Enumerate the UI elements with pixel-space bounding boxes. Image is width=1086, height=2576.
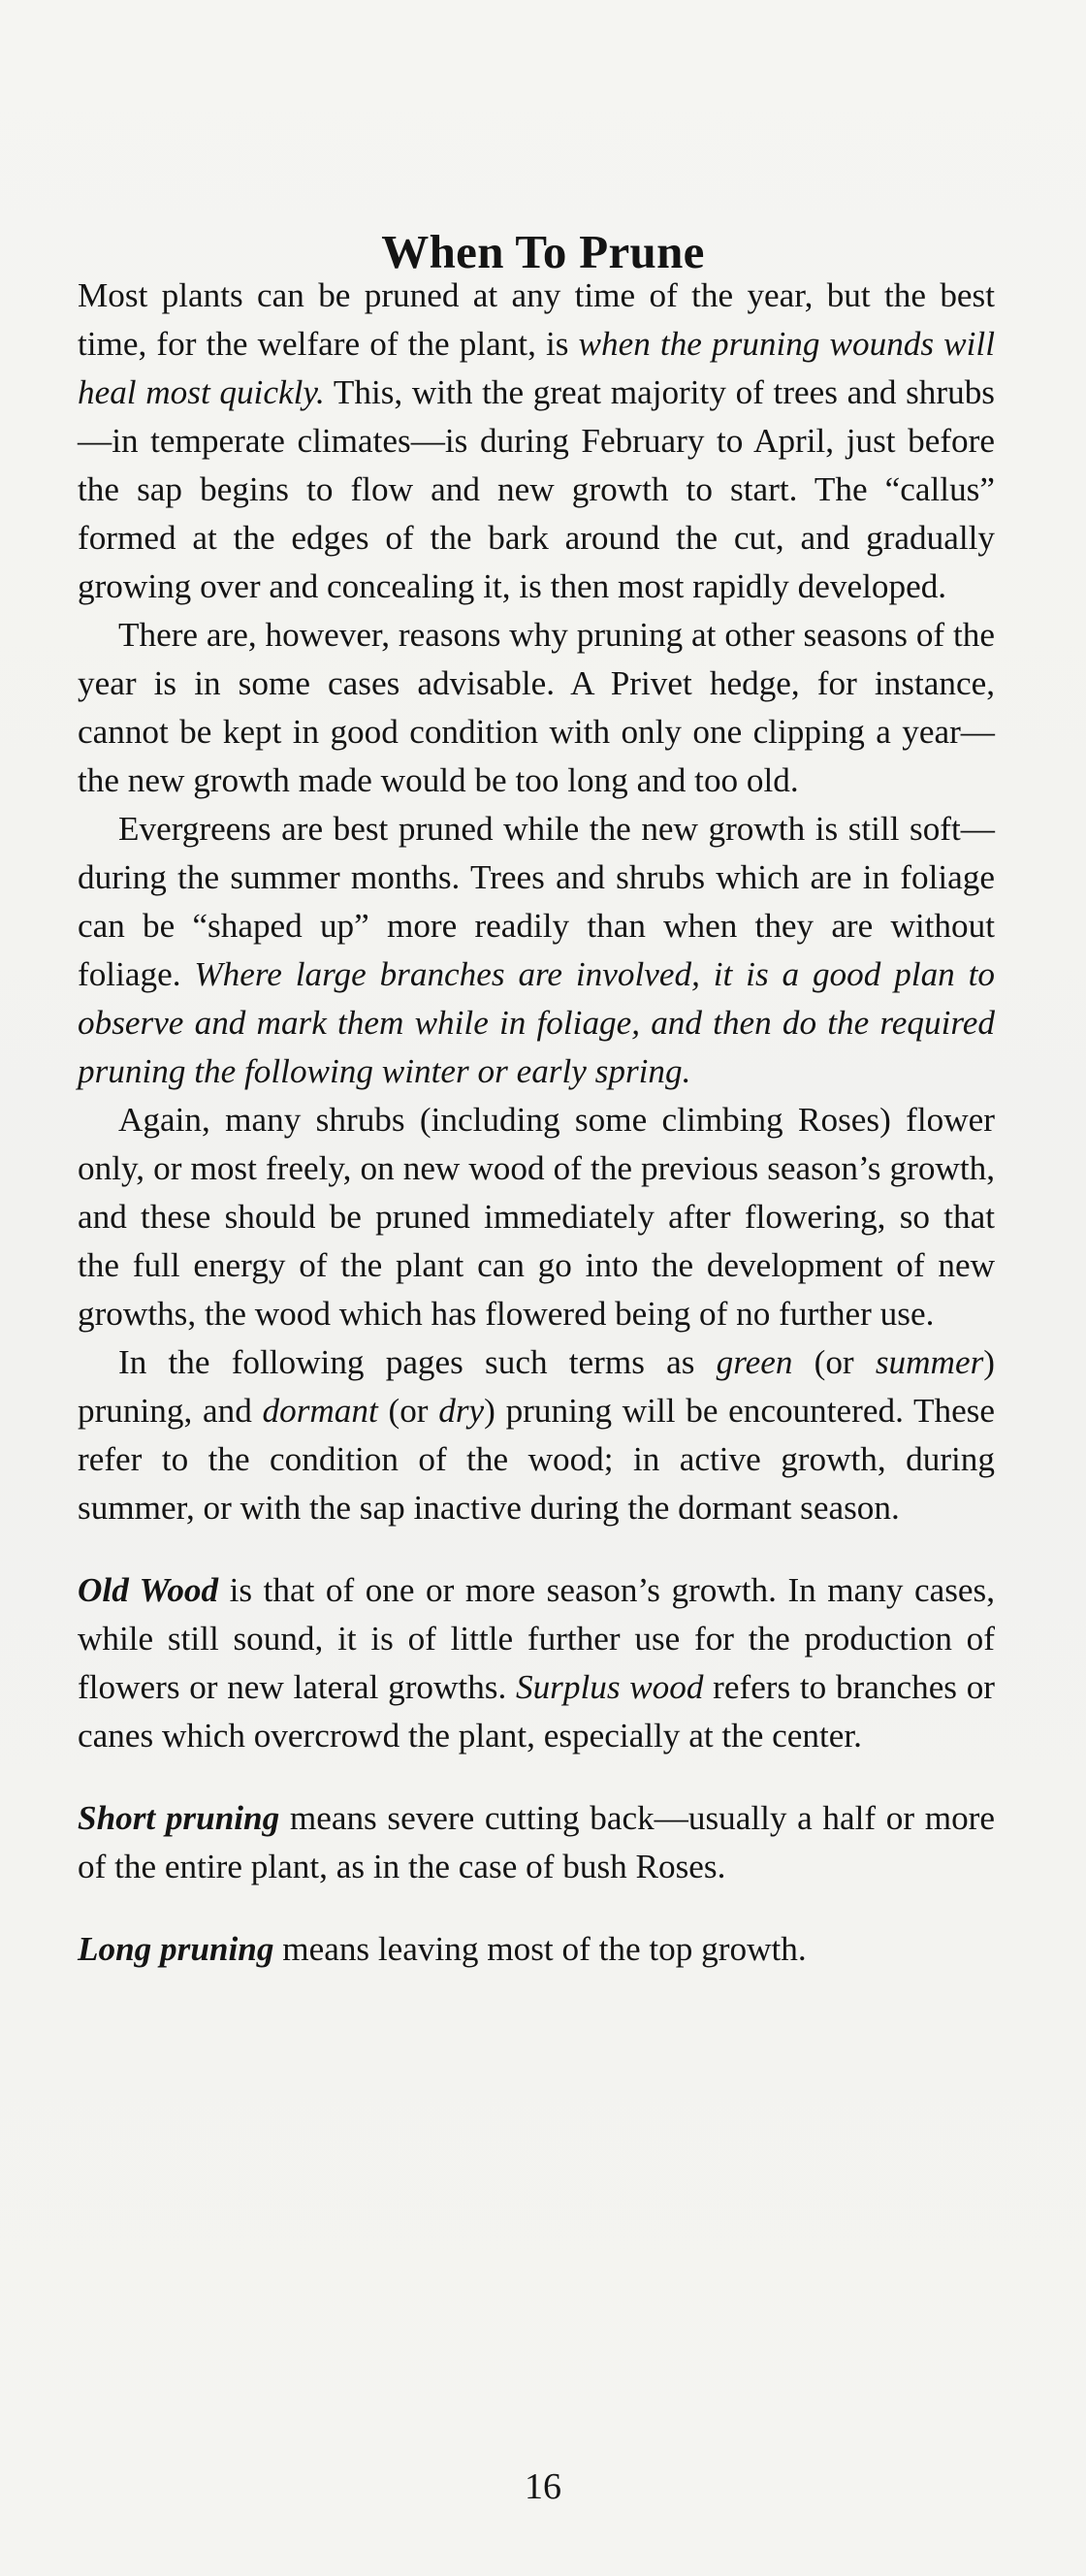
paragraph-other-seasons bbox=[78, 611, 995, 805]
definition-term: Old Wood bbox=[78, 1571, 219, 1609]
definition-old-wood bbox=[78, 1566, 995, 1760]
italic-span: dry bbox=[438, 1392, 485, 1430]
text-span: Again, many shrubs (including some climbing Roses) flower only, or most freely, on new wood of the previous season’s growth, and these should be pruned immediately after flowering, so that the full energy of the plant can go into the development of new growths, the wood which has flowered being of no further use. bbox=[78, 1101, 995, 1333]
text-span: is that of one or more season’s growth. In many cases, while still sound, it is of little further use for the production of flowers or new lateral growths. bbox=[78, 1571, 996, 1706]
page-number: 16 bbox=[525, 2466, 561, 2507]
paragraph-flowering-shrubs bbox=[78, 1096, 995, 1338]
paragraph-best-time bbox=[78, 272, 995, 611]
paragraph-terms bbox=[78, 1338, 995, 1532]
text-span: Evergreens are best pruned while the new growth is still soft—during the summer months. Trees and shrubs which are in foliage can be “shaped up” more readily than when they are without foliage. bbox=[78, 810, 995, 993]
text-span: Most plants can be pruned at any time of the year, but the best time, for the welfare of the plant, is bbox=[78, 276, 995, 363]
definition-term: Long pruning bbox=[78, 1930, 274, 1968]
definition-long-pruning bbox=[78, 1925, 995, 1974]
text-span: ) pruning, and bbox=[78, 1343, 995, 1430]
italic-span: Where large branches are involved, it is a good plan to observe and mark them while in foliage, and then do the required pruning the following winter or early spring. bbox=[78, 955, 995, 1090]
text-span: This, with the great majority of trees and shrubs—in temperate climates—is during February to April, just before the sap begins to flow and new growth to start. The “callus” formed at the edges of the bark around the cut, and gradually growing over and concealing it, is then most rapidly developed. bbox=[78, 373, 995, 605]
text-span: means leaving most of the top growth. bbox=[273, 1930, 807, 1968]
italic-span: green bbox=[716, 1343, 793, 1381]
text-span: refers to branches or canes which overcrowd the plant, especially at the center. bbox=[78, 1668, 996, 1755]
italic-span: summer bbox=[875, 1343, 984, 1381]
page-title: When To Prune bbox=[381, 224, 705, 278]
paragraph-evergreens bbox=[78, 805, 995, 1096]
definition-short-pruning bbox=[78, 1794, 995, 1891]
italic-span: Surplus wood bbox=[515, 1668, 704, 1706]
italic-span: dormant bbox=[262, 1392, 378, 1430]
italic-span: when the pruning wounds will heal most quickly. bbox=[78, 325, 995, 411]
text-span: means severe cutting back—usually a half or more of the entire plant, as in the case of bush Roses. bbox=[78, 1799, 995, 1885]
definition-term: Short pruning bbox=[78, 1799, 280, 1837]
text-span: ) pruning will be encountered. These refer to the condition of the wood; in active growth, during summer, or with the sap inactive during the dormant season. bbox=[78, 1392, 995, 1527]
text-span: In the following pages such terms as bbox=[118, 1343, 717, 1381]
text-span: (or bbox=[792, 1343, 876, 1381]
text-span: (or bbox=[377, 1392, 439, 1430]
text-span: There are, however, reasons why pruning at other seasons of the year is in some cases advisable. A Privet hedge, for instance, cannot be kept in good condition with only one clipping a year—the new growth made would be too long and too old. bbox=[78, 616, 995, 799]
body-text bbox=[78, 272, 995, 1974]
